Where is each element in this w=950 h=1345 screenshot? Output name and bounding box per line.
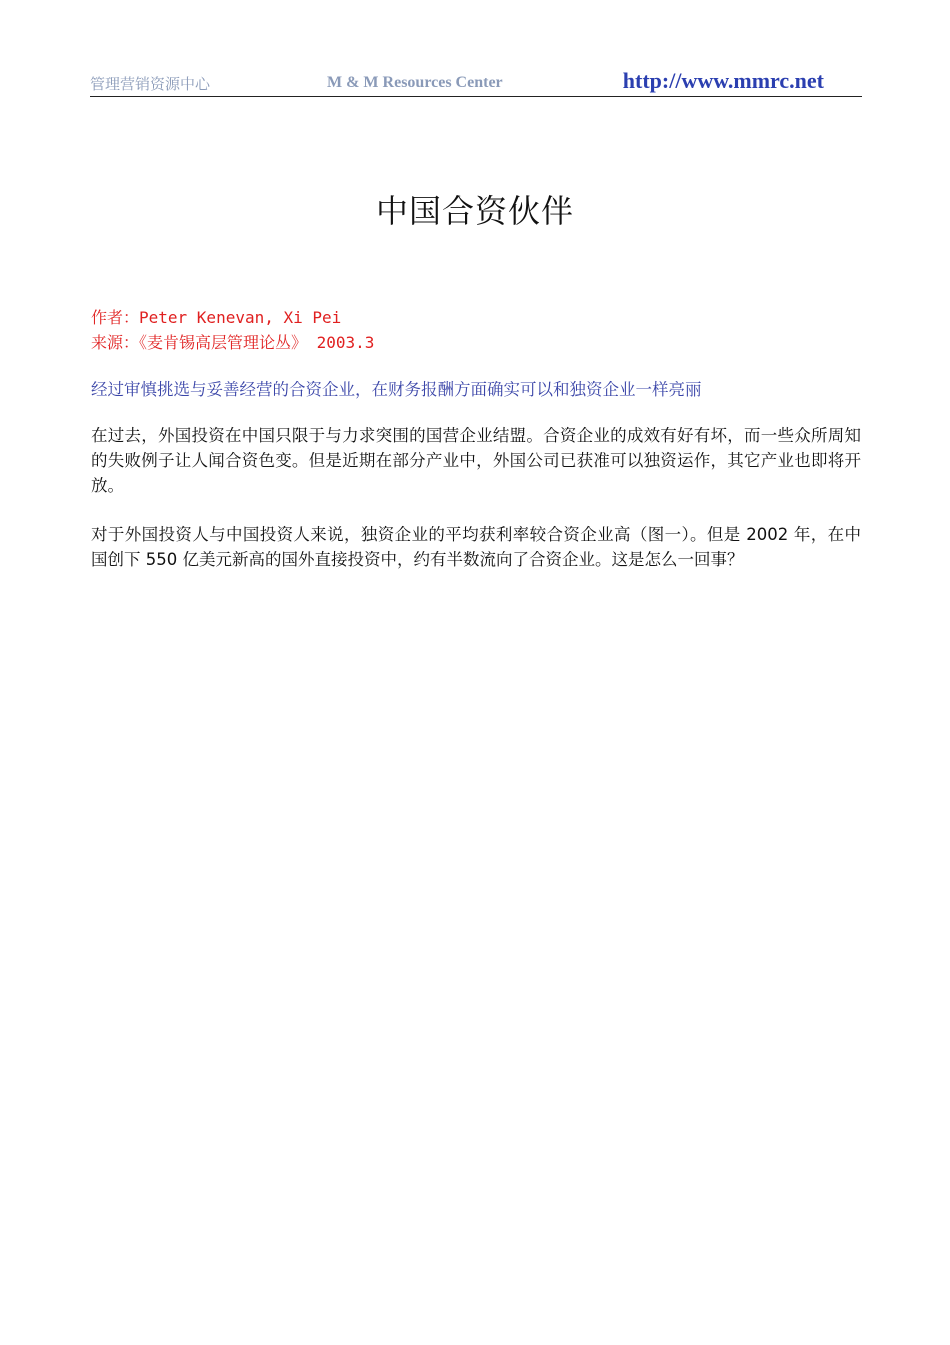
body-paragraph-2: 对于外国投资人与中国投资人来说，独资企业的平均获利率较合资企业高（图一）。但是 2002 年，在中国创下 550 亿美元新高的国外直接投资中，约有半数流向了合资企业。这是怎么一回事？ bbox=[91, 525, 861, 569]
article-subtitle: 经过审慎挑选与妥善经营的合资企业，在财务报酬方面确实可以和独资企业一样亮丽 bbox=[91, 380, 702, 399]
article-source: 来源：《麦肯锡高层管理论丛》 2003.3 bbox=[91, 333, 375, 352]
page-header bbox=[90, 70, 862, 97]
body-paragraph-1: 在过去，外国投资在中国只限于与力求突围的国营企业结盟。合资企业的成效有好有坏，而一些众所周知的失败例子让人闻合资色变。但是近期在部分产业中，外国公司已获准可以独资运作，其它产业也即将开放。 bbox=[91, 426, 861, 495]
header-org-name: 管理营销资源中心 bbox=[90, 75, 211, 93]
article-title: 中国合资伙伴 bbox=[375, 192, 574, 230]
article-author: 作者：Peter Kenevan, Xi Pei bbox=[91, 308, 342, 327]
header-center-name: M & M Resources Center bbox=[327, 74, 503, 91]
header-website-link[interactable]: http://www.mmrc.net bbox=[622, 68, 824, 93]
